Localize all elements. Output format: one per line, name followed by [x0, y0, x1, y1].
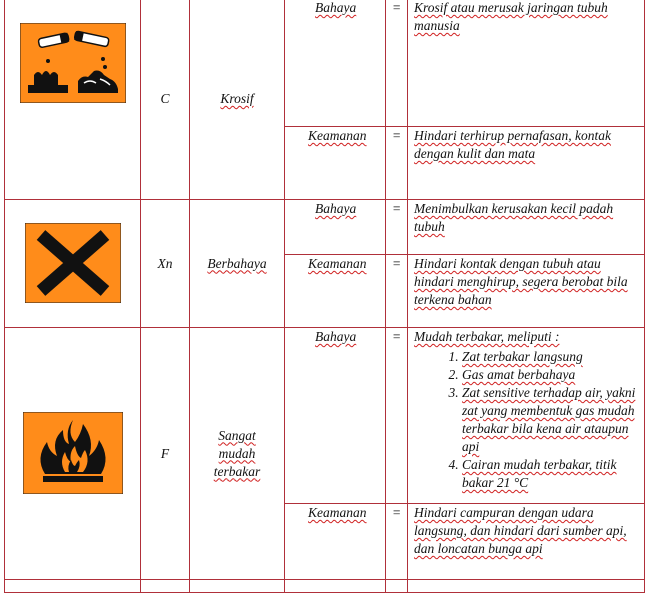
bahaya-label: Bahaya	[315, 201, 357, 216]
empty-cell	[408, 580, 645, 593]
description-cell	[408, 255, 645, 328]
list-item	[462, 384, 640, 456]
harmful-x-icon	[25, 223, 121, 303]
keamanan-text: Hindari campuran dengan udara langsung, dan hindari dari sumber api, dan loncatan bunga api	[414, 505, 627, 556]
empty-cell	[141, 580, 190, 593]
bahaya-label: Bahaya	[315, 0, 357, 15]
table-row	[5, 328, 645, 504]
corrosive-icon	[20, 23, 126, 103]
empty-cell	[285, 580, 386, 593]
list-item-text: Zat sensitive terhadap air, yakni zat yang membentuk gas mudah terbakar bila kena air ataupun api	[462, 385, 636, 454]
table-row	[5, 200, 645, 255]
hazard-code-text: F	[160, 445, 170, 461]
hazard-name	[190, 328, 285, 580]
list-item	[462, 348, 640, 366]
hazard-code-text: C	[160, 91, 170, 106]
hazard-code-text: Xn	[157, 255, 173, 271]
table-row	[5, 0, 645, 127]
label-cell	[285, 200, 386, 255]
keamanan-label: Keamanan	[308, 256, 367, 271]
empty-cell	[190, 580, 285, 593]
equals-cell	[386, 200, 408, 255]
list-item-text: Zat terbakar langsung	[462, 349, 583, 364]
empty-cell	[386, 580, 408, 593]
symbol-cell	[5, 200, 141, 328]
hazard-code	[141, 0, 190, 200]
hazard-name-text: Krosif	[220, 91, 254, 106]
equals-cell	[386, 328, 408, 504]
list-item	[462, 456, 640, 492]
bahaya-label: Bahaya	[315, 329, 357, 344]
list-item-text: Gas amat berbahaya	[462, 367, 576, 382]
list-item-text: Cairan mudah terbakar, titik bakar 21 °C	[462, 457, 617, 490]
keamanan-text: Hindari terhirup pernafasan, kontak dengan kulit dan mata	[414, 128, 611, 161]
description-cell	[408, 504, 645, 580]
equals-cell	[386, 0, 408, 127]
hazard-table	[4, 0, 645, 593]
hazard-code	[141, 200, 190, 328]
label-cell	[285, 0, 386, 127]
equals-cell	[386, 504, 408, 580]
description-cell	[408, 328, 645, 504]
flammable-icon	[23, 412, 123, 494]
hazard-name	[190, 200, 285, 328]
keamanan-label: Keamanan	[308, 505, 367, 520]
description-cell	[408, 127, 645, 200]
equals-sign: =	[391, 329, 402, 344]
hazard-code	[141, 328, 190, 580]
symbol-cell	[5, 0, 141, 200]
table-row-partial	[5, 580, 645, 593]
bahaya-intro: Mudah terbakar, meliputi :	[414, 329, 560, 344]
equals-sign: =	[391, 256, 402, 271]
label-cell	[285, 127, 386, 200]
equals-cell	[386, 127, 408, 200]
symbol-cell	[5, 328, 141, 580]
hazard-name	[190, 0, 285, 200]
hazard-name-line: mudah	[218, 445, 256, 461]
empty-cell	[5, 580, 141, 593]
hazard-name-line: Sangat	[218, 427, 256, 443]
equals-sign: =	[391, 0, 402, 15]
keamanan-label: Keamanan	[308, 128, 367, 143]
bahaya-text: Menimbulkan kerusakan kecil padah tubuh	[414, 201, 614, 234]
hazard-name-line: terbakar	[213, 463, 261, 479]
bahaya-list	[414, 348, 640, 492]
equals-sign: =	[391, 201, 402, 216]
description-cell	[408, 200, 645, 255]
equals-sign: =	[391, 128, 402, 143]
list-item	[462, 366, 640, 384]
label-cell	[285, 328, 386, 504]
equals-sign: =	[391, 505, 402, 520]
description-cell	[408, 0, 645, 127]
bahaya-text: Krosif atau merusak jaringan tubuh manusia	[414, 0, 608, 33]
label-cell	[285, 255, 386, 328]
equals-cell	[386, 255, 408, 328]
keamanan-text: Hindari kontak dengan tubuh atau hindari menghirup, segera berobat bila terkena bahan	[414, 256, 628, 307]
hazard-name-text: Berbahaya	[207, 255, 267, 271]
label-cell	[285, 504, 386, 580]
